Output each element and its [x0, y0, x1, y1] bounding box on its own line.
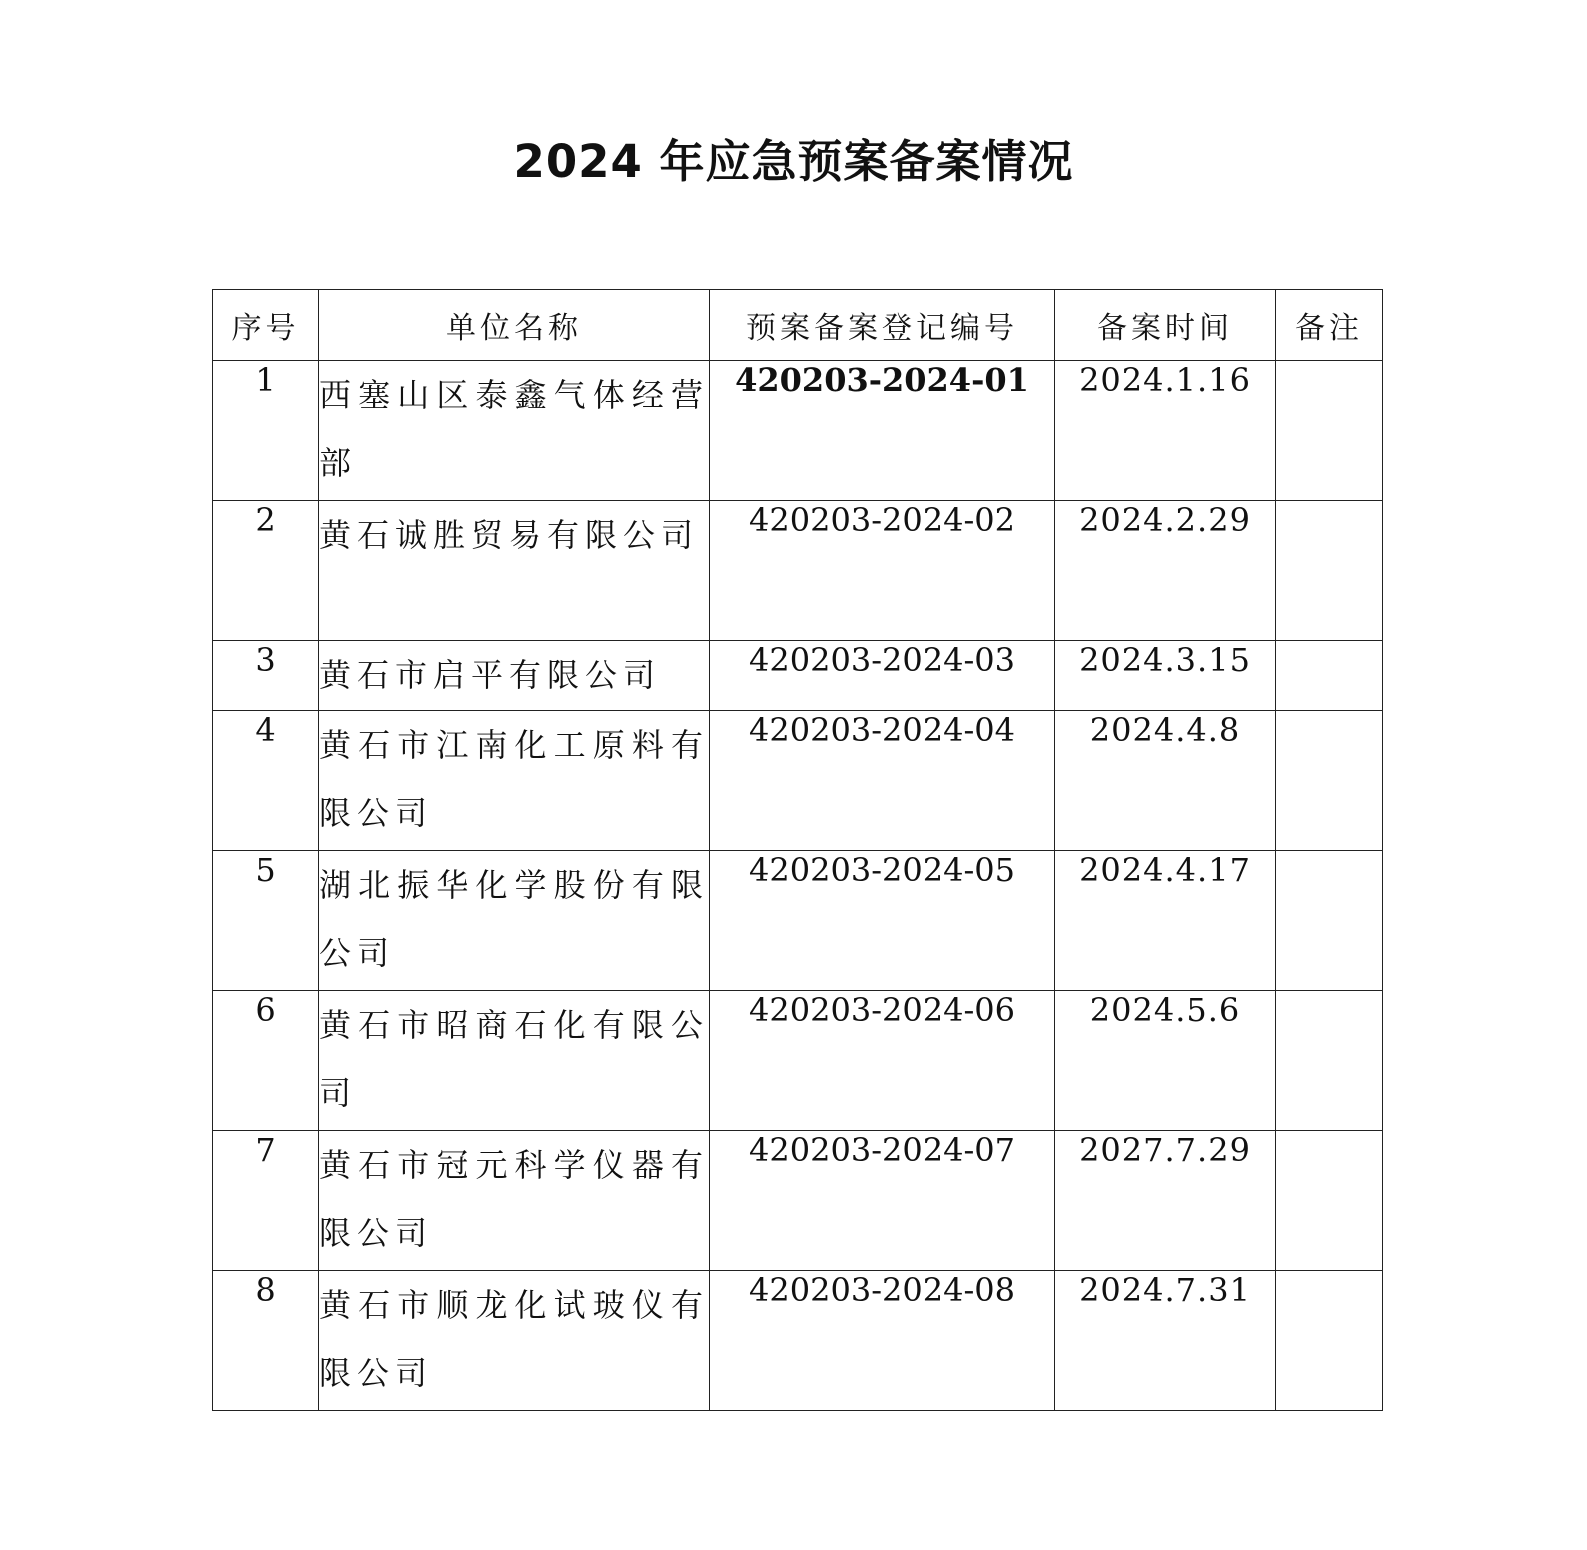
- cell-seq: 3: [213, 641, 319, 711]
- cell-seq: 4: [213, 711, 319, 851]
- table-row: [213, 991, 1383, 1131]
- cell-note: [1276, 1131, 1383, 1271]
- cell-date: 2024.7.31: [1055, 1271, 1276, 1411]
- cell-seq: 7: [213, 1131, 319, 1271]
- cell-code: 420203-2024-03: [710, 641, 1055, 711]
- cell-name: 黄石市顺龙化试玻仪有限公司: [319, 1271, 710, 1411]
- page-title: 2024 年应急预案备案情况: [513, 135, 1074, 188]
- cell-name: 黄石市启平有限公司: [319, 641, 710, 711]
- cell-name: 黄石市昭商石化有限公司: [319, 991, 710, 1131]
- table-header-row: [213, 290, 1383, 361]
- cell-code: 420203-2024-05: [710, 851, 1055, 991]
- cell-code: 420203-2024-02: [710, 501, 1055, 641]
- records-table: [212, 289, 1383, 1411]
- cell-note: [1276, 361, 1383, 501]
- cell-date: 2024.2.29: [1055, 501, 1276, 641]
- cell-code: 420203-2024-04: [710, 711, 1055, 851]
- cell-note: [1276, 991, 1383, 1131]
- cell-name: 湖北振华化学股份有限公司: [319, 851, 710, 991]
- cell-name: 黄石诚胜贸易有限公司: [319, 501, 710, 641]
- cell-seq: 8: [213, 1271, 319, 1411]
- cell-code: 420203-2024-06: [710, 991, 1055, 1131]
- cell-date: 2024.4.17: [1055, 851, 1276, 991]
- header-name: 单位名称: [319, 290, 710, 361]
- cell-code: 420203-2024-08: [710, 1271, 1055, 1411]
- cell-note: [1276, 851, 1383, 991]
- table-row: [213, 851, 1383, 991]
- cell-date: 2024.1.16: [1055, 361, 1276, 501]
- table-row: [213, 641, 1383, 711]
- cell-note: [1276, 501, 1383, 641]
- table-row: [213, 711, 1383, 851]
- header-note: 备注: [1276, 290, 1383, 361]
- cell-seq: 1: [213, 361, 319, 501]
- table-row: [213, 1131, 1383, 1271]
- header-seq: 序号: [213, 290, 319, 361]
- cell-code: 420203-2024-01: [710, 361, 1055, 501]
- cell-code: 420203-2024-07: [710, 1131, 1055, 1271]
- cell-seq: 2: [213, 501, 319, 641]
- cell-seq: 5: [213, 851, 319, 991]
- table-row: [213, 501, 1383, 641]
- cell-note: [1276, 641, 1383, 711]
- cell-date: 2024.3.15: [1055, 641, 1276, 711]
- cell-note: [1276, 1271, 1383, 1411]
- table-row: [213, 1271, 1383, 1411]
- cell-name: 黄石市冠元科学仪器有限公司: [319, 1131, 710, 1271]
- cell-name: 黄石市江南化工原料有限公司: [319, 711, 710, 851]
- cell-date: 2024.5.6: [1055, 991, 1276, 1131]
- cell-name: 西塞山区泰鑫气体经营部: [319, 361, 710, 501]
- cell-date: 2024.4.8: [1055, 711, 1276, 851]
- table-row: [213, 361, 1383, 501]
- cell-date: 2027.7.29: [1055, 1131, 1276, 1271]
- cell-seq: 6: [213, 991, 319, 1131]
- header-date: 备案时间: [1055, 290, 1276, 361]
- cell-note: [1276, 711, 1383, 851]
- header-code: 预案备案登记编号: [710, 290, 1055, 361]
